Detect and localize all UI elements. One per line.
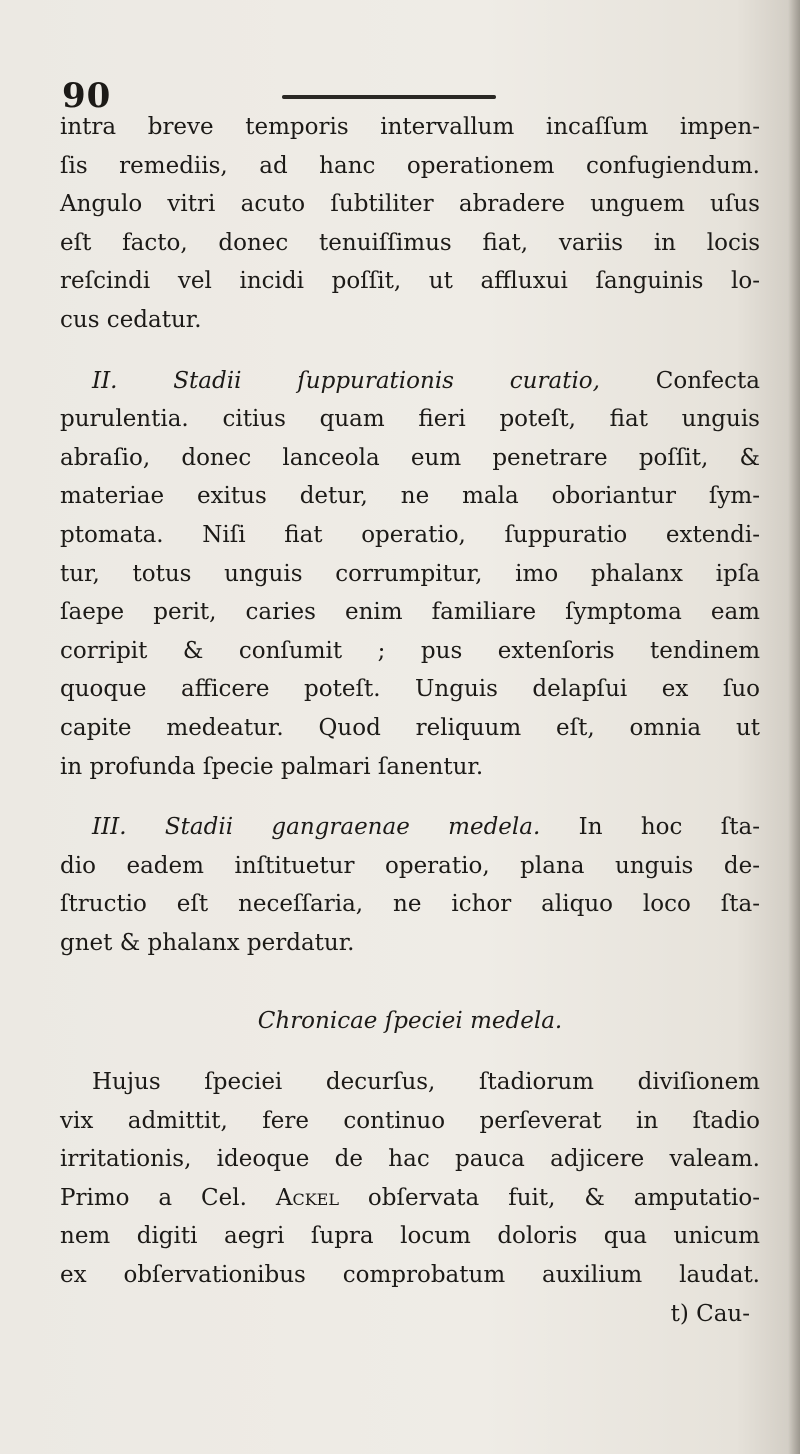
text-line: ex obſervationibus comprobatum auxilium laudat. (60, 1262, 760, 1289)
text-line: ſtructio eſt neceſſaria, ne ichor aliquo loco ſta- (60, 891, 760, 918)
text-line: intra breve temporis intervallum incaſſum impen- (60, 114, 760, 140)
text-line: vix admittit, fere continuo perſeverat in ſtadio (60, 1107, 760, 1134)
paragraph-gap (60, 786, 760, 808)
header-rule (282, 95, 496, 99)
text-line: irritationis, ideoque de hac pauca adjicere valeam. (60, 1146, 760, 1173)
text-line: ſaepe perit, caries enim familiare ſymptoma eam (60, 599, 760, 626)
text-line: tur, totus unguis corrumpitur, imo phalanx ipſa (60, 560, 760, 587)
text-line (60, 1179, 760, 1218)
text-line: abraſio, donec lanceola eum penetrare poſſit, & (60, 444, 760, 471)
catchword: t) Cau- (670, 1300, 750, 1327)
text-line (60, 808, 760, 847)
text-run: Confecta (599, 367, 760, 394)
text-line: quoque afficere poteſt. Unguis delapſui ex ſuo (60, 676, 760, 703)
text-line: reſcindi vel incidi poſſit, ut affluxui ſanguinis lo- (60, 268, 760, 295)
text-line: eſt facto, donec tenuiſſimus fiat, variis in locis (60, 229, 760, 256)
paragraph-gap (60, 1041, 760, 1063)
text-run: In hoc ſta- (540, 814, 760, 841)
paragraph-gap (60, 340, 760, 362)
text-line: nem digiti aegri ſupra locum doloris qua unicum (60, 1223, 760, 1250)
section-heading (60, 1002, 760, 1041)
body-text (60, 108, 760, 1333)
paragraph-gap (60, 962, 760, 1002)
text-line: materiae exitus detur, ne mala oboriantur ſym- (60, 483, 760, 510)
text-line: in profunda ſpecie palmari ſanentur. (60, 753, 484, 780)
text-line: ptomata. Niſi fiat operatio, ſuppuratio extendi- (60, 521, 760, 548)
text-line (60, 362, 760, 401)
text-run: obſervata fuit, & amputatio- (338, 1184, 760, 1211)
text-line: ſis remediis, ad hanc operationem confugiendum. (60, 152, 760, 179)
page-edge-shadow (788, 0, 800, 1454)
text-line: capite medeatur. Quod reliquum eſt, omnia ut (60, 714, 760, 741)
text-line: dio eadem inſtituetur operatio, plana unguis de- (60, 852, 760, 879)
section-heading: III. Stadii gangraenae medela. (92, 814, 541, 841)
text-line: corripit & conſumit ; pus extenſoris tendinem (60, 637, 760, 664)
section-heading: II. Stadii ſuppurationis curatio, (92, 367, 600, 394)
page-number: 90 (62, 76, 112, 116)
text-run: Primo a Cel. (60, 1184, 276, 1211)
text-line: Hujus ſpeciei decurſus, ſtadiorum diviſionem (92, 1069, 760, 1096)
section-heading-text: Chronicae ſpeciei medela. (257, 1008, 563, 1035)
text-line: gnet & phalanx perdatur. (60, 929, 355, 956)
author-name: Ackel (275, 1184, 339, 1211)
text-line: purulentia. citius quam fieri poteſt, fiat unguis (60, 406, 760, 433)
text-line: cus cedatur. (60, 306, 202, 333)
text-line: Angulo vitri acuto ſubtiliter abradere unguem uſus (60, 191, 760, 218)
